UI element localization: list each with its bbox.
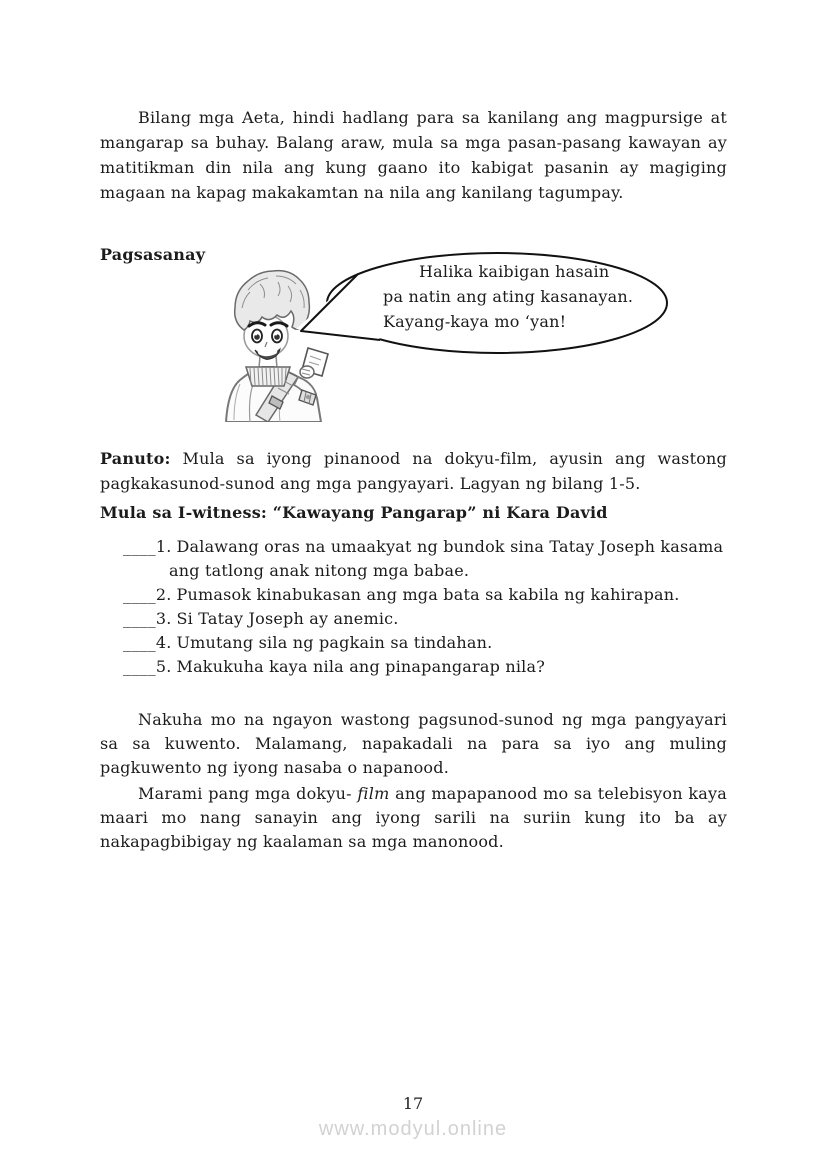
item-blank: ____: [123, 657, 156, 676]
item-text: Si Tatay Joseph ay anemic.: [176, 609, 399, 628]
item-blank: ____: [123, 537, 156, 556]
item-number: 5.: [155, 657, 172, 676]
closing-2-italic-word: film: [357, 784, 390, 803]
intro-paragraph: Bilang mga Aeta, hindi hadlang para sa kanilang ang magpursige at mangarap sa buhay. Balang araw, mula sa mga pasan-pasang kawayan ay matitikman din nila ang kung gaano ito kabigat pasanin ay magiging magaan na kapag makakamtan na nila ang kanilang tagumpay.: [100, 108, 727, 202]
panuto-paragraph: [100, 446, 727, 496]
bubble-line-2: pa natin ang ating kasanayan.: [383, 287, 634, 306]
closing-2-after: ang mapapanood mo sa telebisyon kaya maari mo nang sanayin ang iyong sarili na suriin kung ito ba ay nakapagbibigay ng kaalaman sa mga manonood.: [100, 784, 727, 851]
item-number: 2.: [155, 585, 172, 604]
panuto-label: Panuto:: [100, 449, 171, 468]
activity-heading: Mula sa I-witness: “Kawayang Pangarap” ni Kara David: [100, 503, 608, 522]
item-text: Umutang sila ng pagkain sa tindahan.: [176, 633, 493, 652]
item-blank: ____: [123, 609, 156, 628]
item-number: 4.: [155, 633, 172, 652]
item-number: 3.: [155, 609, 172, 628]
speech-bubble-text: [383, 259, 679, 334]
sequencing-list: [123, 535, 729, 679]
list-item: [123, 655, 729, 679]
list-item: [123, 607, 729, 631]
bubble-line-1: Halika kaibigan hasain: [419, 262, 610, 281]
item-text: Makukuha kaya nila ang pinapangarap nila?: [176, 657, 546, 676]
list-item: [123, 583, 729, 607]
item-number: 1.: [155, 537, 172, 556]
list-item: [123, 631, 729, 655]
closing-paragraph-2: [100, 782, 727, 854]
closing-paragraph-1: Nakuha mo na ngayon wastong pagsunod-sunod ng mga pangyayari sa sa kuwento. Malamang, napakadali na para sa iyo ang muling pagkuwento ng iyong nasaba o napanood.: [100, 710, 727, 777]
item-blank: ____: [123, 633, 156, 652]
page-number: 17: [402, 1094, 424, 1113]
list-item: [123, 535, 729, 583]
watermark: www.modyul.online: [318, 1118, 508, 1140]
item-text: Pumasok kinabukasan ang mga bata sa kabila ng kahirapan.: [176, 585, 680, 604]
closing-2-before: Marami pang mga dokyu-: [138, 784, 358, 803]
section-heading-pagsasanay: Pagsasanay: [100, 245, 206, 264]
item-text: Dalawang oras na umaakyat ng bundok sina Tatay Joseph kasama ang tatlong anak nitong mga babae.: [169, 537, 724, 580]
bubble-line-3: Kayang-kaya mo ‘yan!: [383, 312, 567, 331]
item-blank: ____: [123, 585, 156, 604]
panuto-text: Mula sa iyong pinanood na dokyu-film, ayusin ang wastong pagkakasunod-sunod ang mga pangyayari. Lagyan ng bilang 1-5.: [100, 449, 727, 493]
